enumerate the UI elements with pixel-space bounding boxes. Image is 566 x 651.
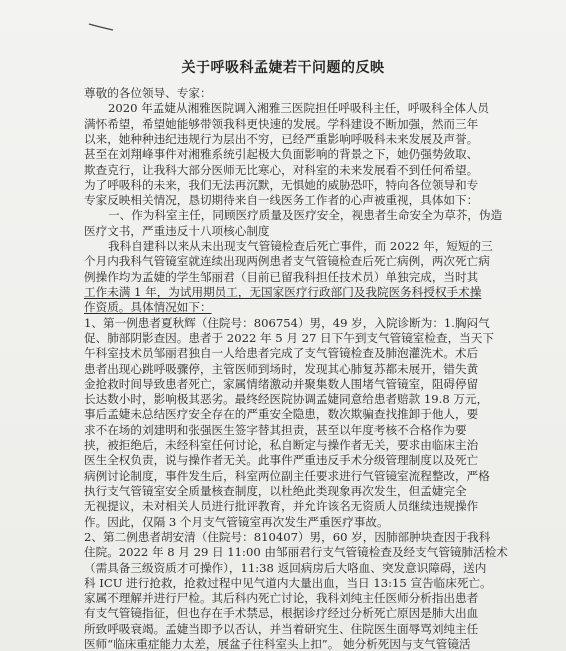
- document-title: 关于呼吸科孟婕若干问题的反映: [181, 60, 385, 76]
- case-line: 有支气管镜指征，但也存在手术禁忌，根据诊疗经过分析死亡原因是肺大出血: [84, 606, 479, 621]
- paragraph-line: 我科自建科以来从未出现支气管镜检查后死亡事件，而 2022 年，短短的三: [108, 239, 493, 254]
- case-line: 病例讨论制度，事件发生后，科室两位副主任要求进行气管镜室流程整改，严格: [84, 468, 490, 483]
- case-line: 2、第二例患者胡安清（住院号：810407）男，60 岁，因肺部肿块查因于我科: [84, 529, 491, 544]
- case-line: （需具备三级资质才可操作），11:38 返回病房后大咯血、突发意识障碍，送内: [84, 560, 487, 575]
- case-line: 住院。2022 年 8 月 29 日 11:00 由邹丽君行支气管镜检查及经支气管镜肺活检术: [84, 545, 508, 560]
- case-line: 事后孟婕未总结医疗安全存在的严重安全隐患，数次欺骗查找推卸于他人，要: [84, 407, 479, 422]
- salutation: 尊敬的各位领导、专家：: [84, 86, 212, 100]
- underlined-line: 作资质。具体情况如下：: [84, 300, 212, 315]
- paragraph-line: 甚至在刘翔峰事件对湘雅系统引起极大负面影响的背景之下，她仍强势敛取、: [84, 147, 479, 162]
- case-line: 1、第一例患者夏秋辉（住院号：806754）男，49 岁，入院诊断为：1.胸闷气: [84, 315, 490, 330]
- case-line: 科 ICU 进行抢救，抢救过程中见气道内大量出血，当日 13:15 宣告临床死亡。: [84, 575, 492, 590]
- case-line: 患者出现心跳呼吸骤停，主管医师到场时，发现其心肺复苏都未展开，错失黄: [84, 361, 479, 376]
- case-line: 家属不理解并进行尸检。其后科内死亡讨论，我科刘纯主任医师分析指出患者: [84, 591, 479, 606]
- paragraph-line: 满怀希望，希望她能够带领我科更快速的发展。学科建设不断加强，然而三年: [84, 116, 479, 131]
- paragraph-line: 以来，她种种违纪违规行为层出不穷，已经严重影响呼吸科未来发展及声誉。: [84, 131, 479, 146]
- case-line: 促、肺部阴影查因。患者于 2022 年 5 月 27 日下午到支气管镜室检查，当天下: [84, 330, 494, 345]
- paragraph-line: 欺查克行，让我科大部分医师无比寒心，对科室的未来发展看不到任何希望。: [84, 162, 479, 177]
- case-line: 所致呼吸衰竭。孟婕当即予以否认，并当着研究生、住院医生面辱骂刘纯主任: [84, 621, 479, 636]
- case-line: 医生全权负责，说与操作者无关。此事件严重违反手术分级管理制度以及死亡: [84, 453, 479, 468]
- paragraph-line: 个月内我科气管镜室就连续出现两例患者支气管镜检查后死亡病例，两次死亡病: [84, 254, 490, 269]
- case-line: 金抢救时间导致患者死亡，家属情绪激动并聚集数人围堵气管镜室，阻碍停留: [84, 376, 479, 391]
- paragraph-line: 2020 年孟婕从湘雅医院调入湘雅三医院担任呼吸科主任，呼吸科全体人员: [108, 101, 490, 116]
- section-heading-line: 一、作为科室主任，同顾医疗质量及医疗安全，视患者生命安全为草芥，伪造: [108, 208, 503, 223]
- paragraph-line: 为了呼吸科的未来，我们无法再沉默，无惧她的威胁恐吓，特向各位领导和专: [84, 177, 479, 192]
- section-heading-line: 医疗文书，严重违反十八项核心制度: [84, 223, 270, 238]
- case-line: 无视提议，未对相关人员进行批评教育，并允许该名无资质人员继续违规操作: [84, 499, 479, 514]
- pen-mark: [88, 22, 114, 32]
- paragraph-line: 专家反映相关情况，恳切期待来自一线医务工作者的心声被重视，具体如下：: [84, 193, 479, 208]
- case-line: 执行支气管镜室安全质量核查制度，以杜绝此类现象再次发生，但孟婕完全: [84, 483, 467, 498]
- case-line: 医师“临床重症能力太差，展盆子往科室头上扣”。 她分析死因与支气管镜活: [84, 637, 471, 651]
- case-line: 长达数小时，影响极其恶劣。最终经医院协调孟婕同意给患者赔款 19.8 万元，: [84, 392, 489, 407]
- underlined-line: 工作未满 1 年，为试用期员工，无国家医疗行政部门及我院医务科授权手术操: [84, 285, 482, 299]
- paragraph-line: 例操作均为孟婕的学生邹丽君（目前已留我科担任技术员）单独完成，当时其: [84, 269, 479, 284]
- case-line: 挟，被拒绝后，未经科室任何讨论，私自断定与操作者无关，要求由临床主治: [84, 438, 479, 452]
- case-line: 求不在场的刘建明和张强医生签字替其担责，甚至以年度考核不合格作为要: [84, 422, 467, 437]
- case-line: 午科室技术员邹丽君独自一人给患者完成了支气管镜检查及肺泡灌洗术。术后: [84, 346, 479, 361]
- case-line: 作。因此，仅隔 3 个月支气管镜室再次发生严重医疗事故。: [84, 514, 389, 529]
